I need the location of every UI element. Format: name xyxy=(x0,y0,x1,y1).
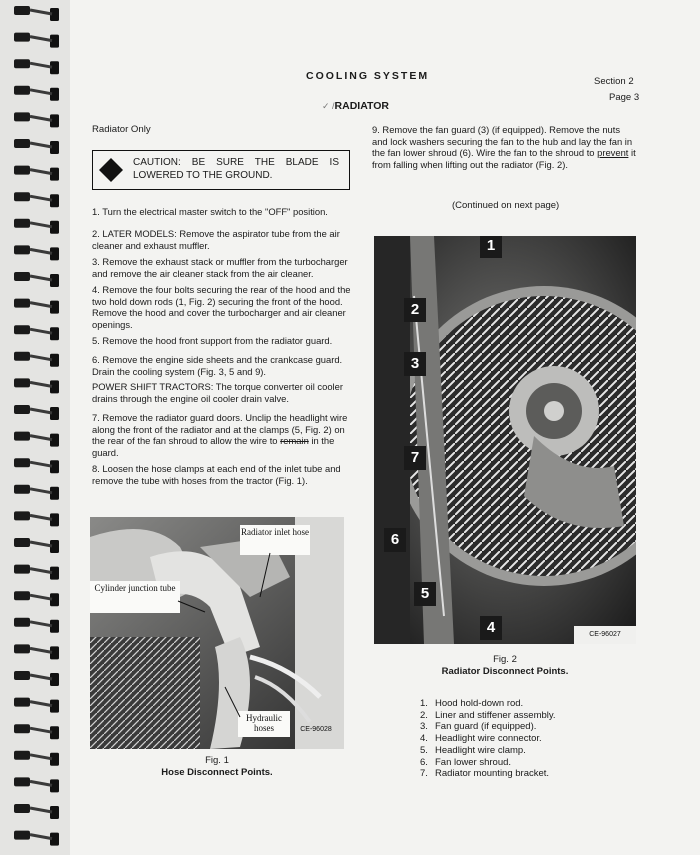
fig2-callout-4: 4 xyxy=(480,616,502,640)
step-8: 8. Loosen the hose clamps at each end of the inlet tube and remove the tube with hoses from the tractor (Fig. 1). xyxy=(92,463,341,486)
step-9-text: 9. Remove the fan guard (3) (if equipped). Remove the nuts and lock washers securing the fan to the hub and lay the fan in the fan lower shroud (6). Wire the fan to the shroud to xyxy=(372,124,633,159)
legend-num: 6. xyxy=(420,756,428,768)
binding-coil xyxy=(14,166,30,175)
step-9 xyxy=(372,124,637,170)
legend-num: 7. xyxy=(420,768,428,780)
binding-coil xyxy=(14,192,30,201)
step-2: 2. LATER MODELS: Remove the aspirator tube from the air cleaner and exhaust muffler. xyxy=(92,228,340,251)
power-shift-note: POWER SHIFT TRACTORS: The torque converter oil cooler drains through the engine oil cooler drain valve. xyxy=(92,381,343,404)
step-1: 1. Turn the electrical master switch to the "OFF" position. xyxy=(92,206,328,217)
binding-coil xyxy=(14,112,30,121)
binding-coil xyxy=(14,432,30,441)
step-9-end: it from falling when lifting out the radiator (Fig. 2). xyxy=(372,147,636,170)
binding-coil xyxy=(14,325,30,334)
binding-coil xyxy=(14,299,30,308)
step-4: 4. Remove the four bolts securing the rear of the hood and the two hold down rods (1, Fig. 2) securing the front of the hood. Remove the hood and cover the turbocharger and air cleaner openings. xyxy=(92,284,351,330)
binding-coil xyxy=(14,591,30,600)
fig2-legend xyxy=(420,698,556,780)
fig2-callout-6: 6 xyxy=(384,528,406,552)
spiral-binding xyxy=(0,0,70,855)
legend-text: Fan guard (if equipped). xyxy=(435,721,537,733)
fig1-caption: Hose Disconnect Points. xyxy=(161,767,273,778)
binding-coil xyxy=(14,378,30,387)
legend-item xyxy=(420,721,556,733)
fig1-code: CE-96028 xyxy=(300,726,332,733)
binding-coil xyxy=(14,245,30,254)
legend-text: Radiator mounting bracket. xyxy=(435,768,550,780)
fig2-callout-2: 2 xyxy=(404,298,426,322)
step-9-underlined: prevent xyxy=(597,147,629,159)
section-label: Section 2 xyxy=(594,76,634,87)
fig2-caption: Radiator Disconnect Points. xyxy=(441,666,569,677)
legend-item xyxy=(420,698,556,710)
binding-coil xyxy=(14,485,30,494)
legend-num: 2. xyxy=(420,709,428,721)
binding-coil xyxy=(14,458,30,467)
binding-coil xyxy=(14,751,30,760)
binding-coil xyxy=(14,139,30,148)
legend-text: Fan lower shroud. xyxy=(435,756,512,768)
binding-coil xyxy=(14,219,30,228)
binding-coil xyxy=(14,86,30,95)
legend-item xyxy=(420,768,556,780)
legend-item xyxy=(420,733,556,745)
fig2-callout-3: 3 xyxy=(404,352,426,376)
binding-coil xyxy=(14,405,30,414)
step-7-end: in the guard. xyxy=(92,435,335,458)
binding-coil xyxy=(14,804,30,813)
step-7 xyxy=(92,412,352,458)
heading-prefix: ✓ / xyxy=(322,101,335,111)
binding-coil xyxy=(14,671,30,680)
binding-coil xyxy=(14,59,30,68)
caution-text: CAUTION: BE SURE THE BLADE IS LOWERED TO THE GROUND. xyxy=(133,157,339,181)
step-5: 5. Remove the hood front support from the radiator guard. xyxy=(92,335,333,346)
continued-note: (Continued on next page) xyxy=(452,200,560,211)
step-7-struck: remain xyxy=(280,435,309,447)
fig1-label-radiator-inlet: Radiator inlet hose xyxy=(241,527,309,537)
legend-text: Hood hold-down rod. xyxy=(435,698,524,709)
binding-coil xyxy=(14,6,30,15)
fig2-code: CE-96027 xyxy=(589,631,621,638)
fig1-photo xyxy=(90,517,344,749)
legend-item xyxy=(420,757,556,769)
binding-coil xyxy=(14,538,30,547)
binding-coil xyxy=(14,33,30,42)
page-number: Page 3 xyxy=(609,92,640,103)
legend-item xyxy=(420,710,556,722)
fig1-title: Fig. 1 xyxy=(205,755,229,766)
legend-num: 3. xyxy=(420,721,428,733)
fig2-callout-5: 5 xyxy=(414,582,436,606)
legend-num: 5. xyxy=(420,744,428,756)
binding-coil xyxy=(14,777,30,786)
fig2-title: Fig. 2 xyxy=(493,654,517,665)
step-3: 3. Remove the exhaust stack or muffler from the turbocharger and remove the air cleaner stack from the air cleaner. xyxy=(92,256,348,279)
binding-coil xyxy=(14,352,30,361)
legend-text: Headlight wire connector. xyxy=(435,733,542,745)
step-7-text: 7. Remove the radiator guard doors. Unclip the headlight wire along the front of the radiator and at the clamps (5, Fig. 2) on the rear of the fan shroud to allow the wire to xyxy=(92,412,348,447)
binding-coil xyxy=(14,698,30,707)
fig2-callout-7: 7 xyxy=(404,446,426,470)
legend-text: Headlight wire clamp. xyxy=(435,744,526,756)
legend-num: 1. xyxy=(420,698,428,709)
warning-diamond-icon xyxy=(99,158,123,182)
fig2-photo xyxy=(374,236,636,644)
caution-box xyxy=(92,150,350,190)
section-heading xyxy=(322,100,389,112)
fig1-label-hydraulic-hoses: Hydraulic hoses xyxy=(246,713,282,733)
binding-coil xyxy=(14,644,30,653)
fig1-label-cylinder-junction: Cylinder junction tube xyxy=(94,583,176,593)
step-6: 6. Remove the engine side sheets and the crankcase guard. Drain the cooling system (Fig. 3, 5 and 9). xyxy=(92,354,343,377)
binding-coil xyxy=(14,618,30,627)
legend-num: 4. xyxy=(420,733,428,745)
legend-text: Liner and stiffener assembly. xyxy=(435,709,556,721)
subtitle: Radiator Only xyxy=(92,124,151,135)
chapter-title: COOLING SYSTEM xyxy=(306,70,430,82)
binding-coil xyxy=(14,272,30,281)
heading-text: RADIATOR xyxy=(334,100,389,112)
fig1-engine-image xyxy=(90,517,344,749)
binding-coil xyxy=(14,724,30,733)
binding-coil xyxy=(14,831,30,840)
fig2-callout-1: 1 xyxy=(480,236,502,258)
binding-coil xyxy=(14,511,30,520)
legend-item xyxy=(420,745,556,757)
binding-coil xyxy=(14,565,30,574)
